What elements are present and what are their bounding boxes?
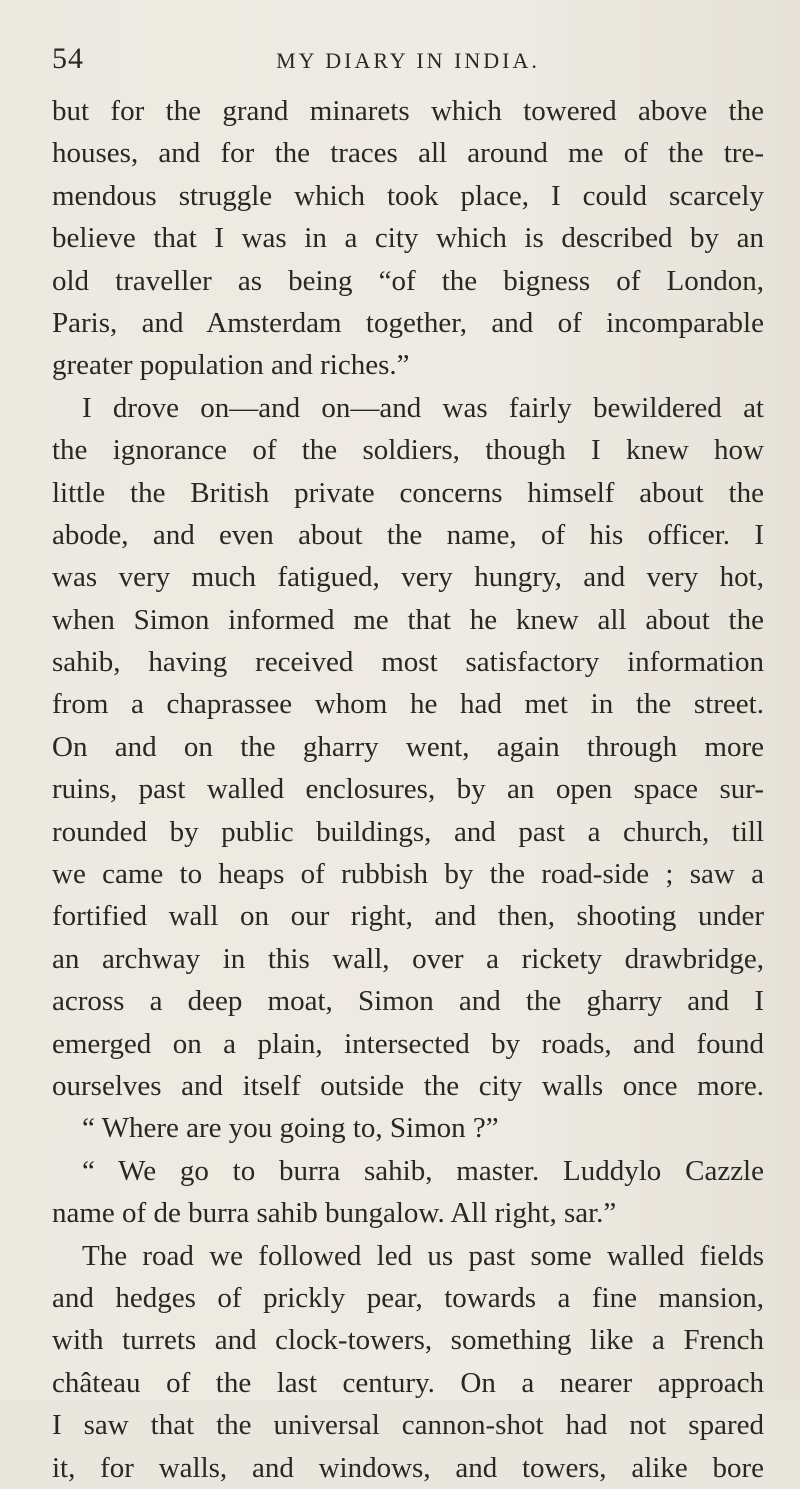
- running-head: MY DIARY IN INDIA.: [276, 48, 540, 73]
- text-line: emerged on a plain, intersected by roads, and found: [52, 1027, 764, 1060]
- text-line: believe that I was in a city which is described by an: [52, 222, 764, 255]
- text-line: across a deep moat, Simon and the gharry and I: [52, 985, 764, 1018]
- text-line: On and on the gharry went, again through more: [52, 730, 764, 763]
- page-header: [52, 42, 764, 82]
- text-line: but for the grand minarets which towered above the: [52, 95, 764, 127]
- text-line: and hedges of prickly pear, towards a fine mansion,: [52, 1281, 764, 1314]
- text-line: ourselves and itself outside the city walls once more.: [52, 1069, 764, 1102]
- text-line: château of the last century. On a nearer approach: [52, 1366, 764, 1399]
- text-line: the ignorance of the soldiers, though I knew how: [52, 434, 764, 467]
- text-line: houses, and for the traces all around me of the tre-: [52, 137, 764, 170]
- text-line: mendous struggle which took place, I could scarcely: [52, 179, 764, 212]
- text-line: sahib, having received most satisfactory information: [52, 646, 764, 679]
- text-line: fortified wall on our right, and then, shooting under: [52, 900, 764, 933]
- text-line: old traveller as being “of the bigness of London,: [52, 264, 764, 297]
- text-line: “ We go to burra sahib, master. Luddylo Cazzle: [82, 1154, 764, 1187]
- text-line: it, for walls, and windows, and towers, alike bore: [52, 1451, 764, 1484]
- text-line: an archway in this wall, over a rickety drawbridge,: [52, 942, 764, 975]
- text-line: “ Where are you going to, Simon ?”: [82, 1112, 499, 1145]
- text-line: greater population and riches.”: [52, 349, 410, 382]
- text-line: when Simon informed me that he knew all about the: [52, 603, 764, 636]
- text-line: ruins, past walled enclosures, by an open space sur-: [52, 773, 764, 806]
- text-line: little the British private concerns himself about the: [52, 476, 764, 509]
- body-text: [52, 90, 764, 1489]
- text-line: abode, and even about the name, of his officer. I: [52, 518, 764, 551]
- text-line: The road we followed led us past some walled fields: [82, 1239, 764, 1272]
- text-line: we came to heaps of rubbish by the road-side ; saw a: [52, 858, 764, 891]
- text-line: from a chaprassee whom he had met in the street.: [52, 688, 764, 721]
- text-line: Paris, and Amsterdam together, and of incomparable: [52, 306, 764, 339]
- text-line: I saw that the universal cannon-shot had not spared: [52, 1409, 764, 1442]
- text-line: was very much fatigued, very hungry, and very hot,: [52, 561, 764, 594]
- text-line: rounded by public buildings, and past a church, till: [52, 815, 764, 848]
- text-line: I drove on—and on—and was fairly bewildered at: [82, 391, 764, 424]
- text-line: name of de burra sahib bungalow. All right, sar.”: [52, 1197, 617, 1230]
- page-number: 54: [52, 42, 84, 75]
- text-line: with turrets and clock-towers, something like a French: [52, 1324, 764, 1357]
